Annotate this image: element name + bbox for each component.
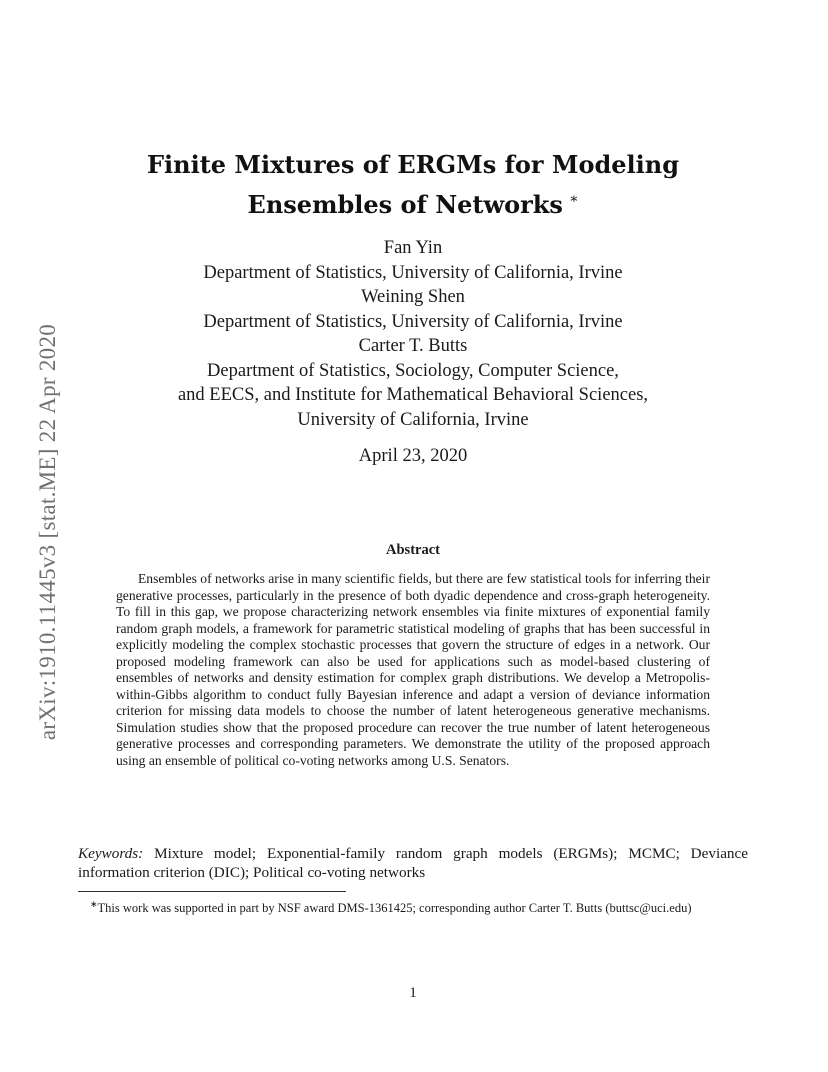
footnote-mark: ∗ [90, 899, 98, 909]
arxiv-side-identifier: arXiv:1910.11445v3 [stat.ME] 22 Apr 2020 [35, 323, 60, 741]
author-block [100, 236, 726, 432]
author-name: Carter T. Butts [358, 336, 468, 356]
footnote [78, 896, 748, 917]
paper-title [100, 147, 726, 222]
page-number: 1 [409, 985, 417, 1001]
author-affiliation: Department of Statistics, Sociology, Computer Science, [207, 360, 619, 381]
title-line-2 [100, 182, 726, 222]
author-affiliation: Department of Statistics, University of California, Irvine [203, 262, 623, 283]
abstract-text: Ensembles of networks arise in many scientific fields, but there are few statistical tools for inferring their generative processes, particularly in the presence of both dyadic dependence and cross-graph heterogeneity. To fill in this gap, we propose characterizing network ensembles via finite mixtures of exponential family random graph models, a framework for parametric statistical modeling of graphs that has been successful in explicitly modeling the complex stochastic processes that govern the structure of edges in a network. Our proposed modeling framework can also be used for applications such as model-based clustering of ensembles of networks and density estimation for complex graph distributions. We develop a Metropolis-within-Gibbs algorithm to conduct fully Bayesian inference and adapt a version of deviance information criterion for missing data models to choose the number of latent heterogeneous generative mechanisms. Simulation studies show that the proposed procedure can recover the true number of latent heterogeneous generative processes and corresponding parameters. We demonstrate the utility of the proposed approach using an ensemble of political co-voting networks among U.S. Senators. [116, 571, 710, 768]
author-affiliation: University of California, Irvine [297, 409, 529, 430]
title-footnote-mark: ∗ [568, 191, 579, 207]
abstract-heading: Abstract [386, 542, 440, 558]
paper-date: April 23, 2020 [358, 446, 468, 466]
title-line-1: Finite Mixtures of ERGMs for Modeling [146, 150, 680, 179]
author-affiliation: Department of Statistics, University of California, Irvine [203, 311, 623, 332]
keywords [78, 844, 748, 882]
author-affiliation: and EECS, and Institute for Mathematical Behavioral Sciences, [177, 385, 649, 405]
author-name: Fan Yin [383, 238, 443, 258]
footnote-text: This work was supported in part by NSF award DMS-1361425; corresponding author Carter T. Butts (buttsc@uci.edu) [97, 901, 692, 915]
keywords-text: Mixture model; Exponential-family random graph models (ERGMs); MCMC; Deviance information criterion (DIC); Political co-voting networks [78, 845, 749, 881]
keywords-label: Keywords: [78, 845, 144, 862]
footnote-rule [78, 891, 346, 892]
title-line-2-text: Ensembles of Networks [247, 190, 563, 219]
author-name: Weining Shen [361, 287, 465, 307]
